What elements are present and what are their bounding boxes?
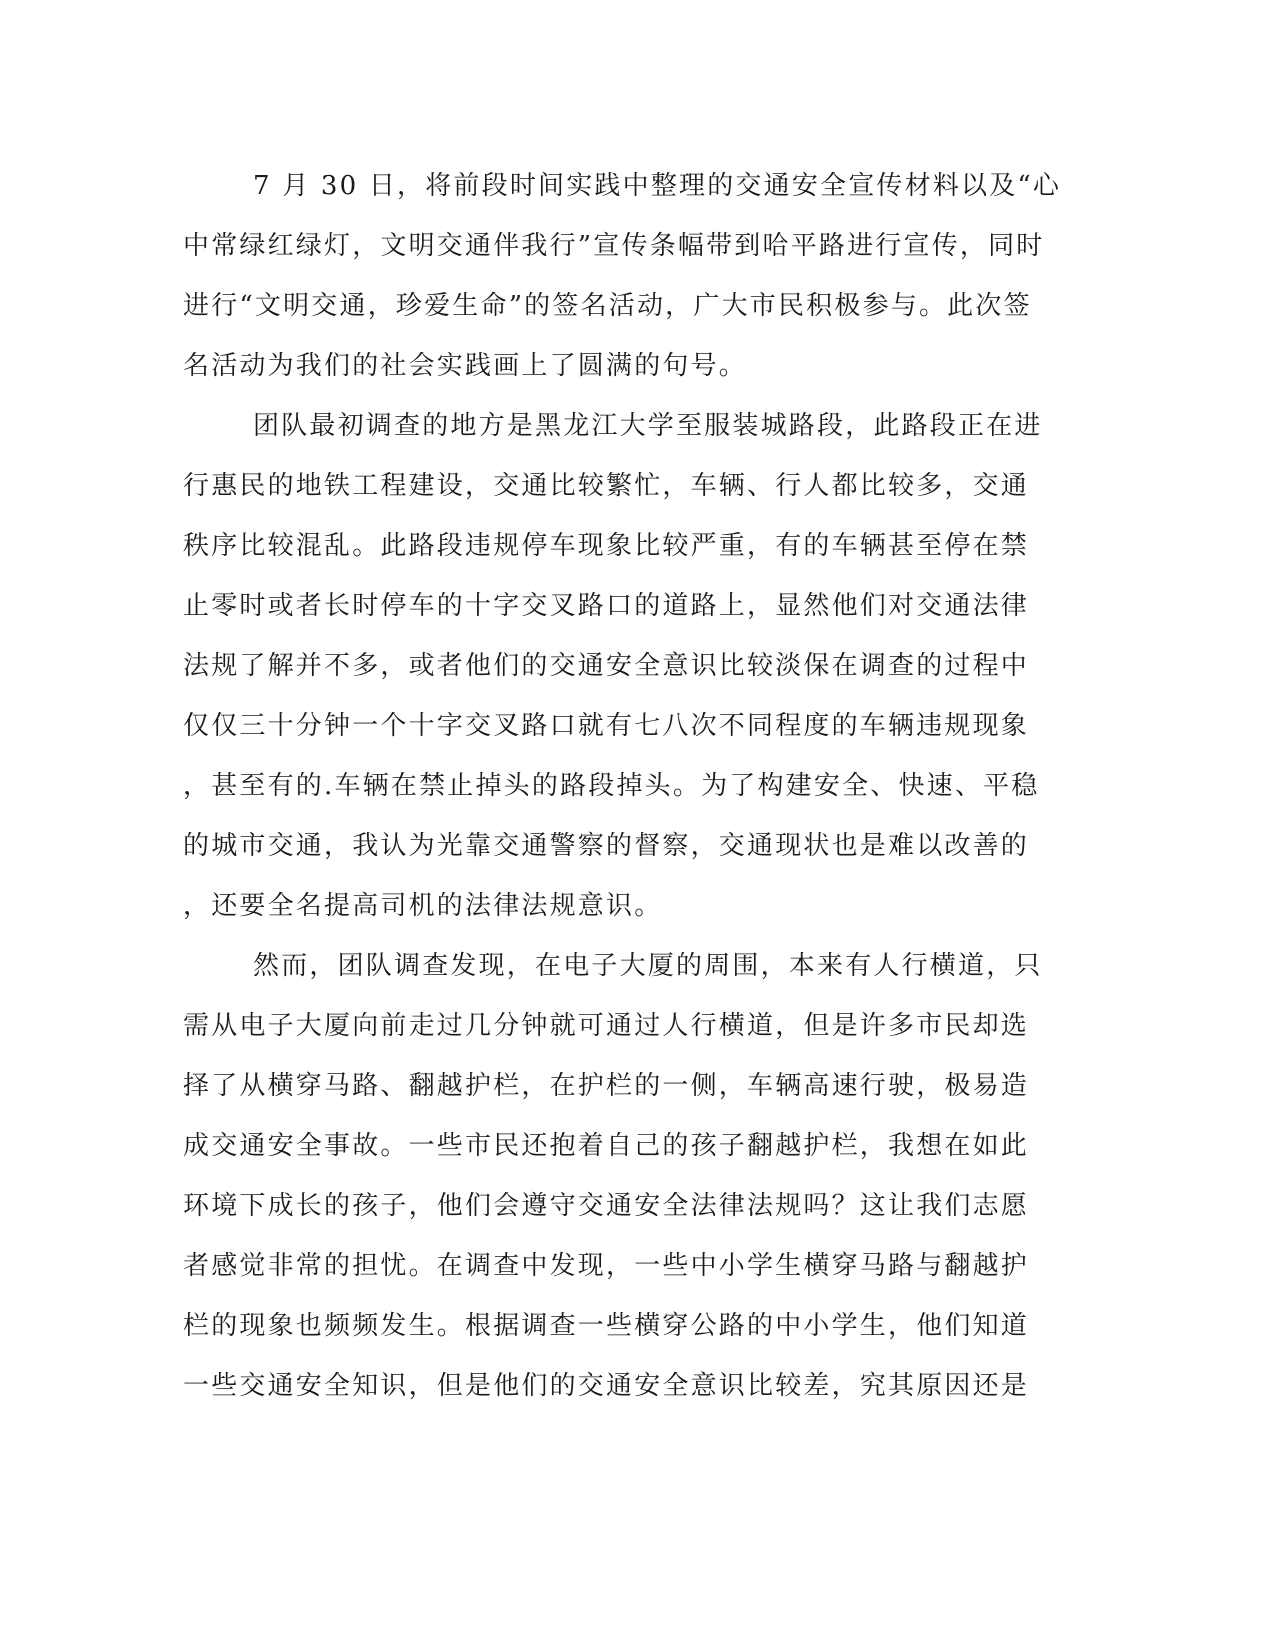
text-line: 进行“文明交通，珍爱生命”的签名活动，广大市民积极参与。此次签 [183, 291, 1032, 321]
text-line: 的城市交通，我认为光靠交通警察的督察，交通现状也是难以改善的 [183, 831, 1030, 861]
paragraph-2 [183, 403, 1043, 943]
document-body [183, 163, 1062, 1423]
text-line: 环境下成长的孩子，他们会遵守交通安全法律法规吗？这让我们志愿 [183, 1191, 1030, 1221]
text-line: 一些交通安全知识，但是他们的交通安全意识比较差，究其原因还是 [183, 1371, 1030, 1401]
paragraph-1 [183, 163, 1062, 403]
text-line: 仅仅三十分钟一个十字交叉路口就有七八次不同程度的车辆违规现象 [183, 711, 1030, 741]
text-line: 团队最初调查的地方是黑龙江大学至服装城路段，此路段正在进 [253, 411, 1043, 441]
text-line: 名活动为我们的社会实践画上了圆满的句号。 [183, 351, 748, 381]
text-line: ，甚至有的.车辆在禁止掉头的路段掉头。为了构建安全、快速、平稳 [183, 771, 1040, 801]
text-line: 行惠民的地铁工程建设，交通比较繁忙，车辆、行人都比较多，交通 [183, 471, 1030, 501]
text-line: 择了从横穿马路、翻越护栏，在护栏的一侧，车辆高速行驶，极易造 [183, 1071, 1030, 1101]
text-line: 7 月 30 日，将前段时间实践中整理的交通安全宣传材料以及“心 [253, 171, 1062, 201]
text-line: 需从电子大厦向前走过几分钟就可通过人行横道，但是许多市民却选 [183, 1011, 1030, 1041]
text-line: 然而，团队调查发现，在电子大厦的周围，本来有人行横道，只 [253, 951, 1043, 981]
text-line: 中常绿红绿灯，文明交通伴我行”宣传条幅带到哈平路进行宣传，同时 [183, 231, 1045, 261]
text-line: 止零时或者长时停车的十字交叉路口的道路上，显然他们对交通法律 [183, 591, 1030, 621]
text-line: 法规了解并不多，或者他们的交通安全意识比较淡保在调查的过程中 [183, 651, 1030, 681]
text-line: 者感觉非常的担忧。在调查中发现，一些中小学生横穿马路与翻越护 [183, 1251, 1030, 1281]
text-line: 成交通安全事故。一些市民还抱着自己的孩子翻越护栏，我想在如此 [183, 1131, 1030, 1161]
text-line: 栏的现象也频频发生。根据调查一些横穿公路的中小学生，他们知道 [183, 1311, 1030, 1341]
paragraph-3 [183, 943, 1043, 1423]
text-line: 秩序比较混乱。此路段违规停车现象比较严重，有的车辆甚至停在禁 [183, 531, 1030, 561]
text-line: ，还要全名提高司机的法律法规意识。 [183, 891, 663, 921]
